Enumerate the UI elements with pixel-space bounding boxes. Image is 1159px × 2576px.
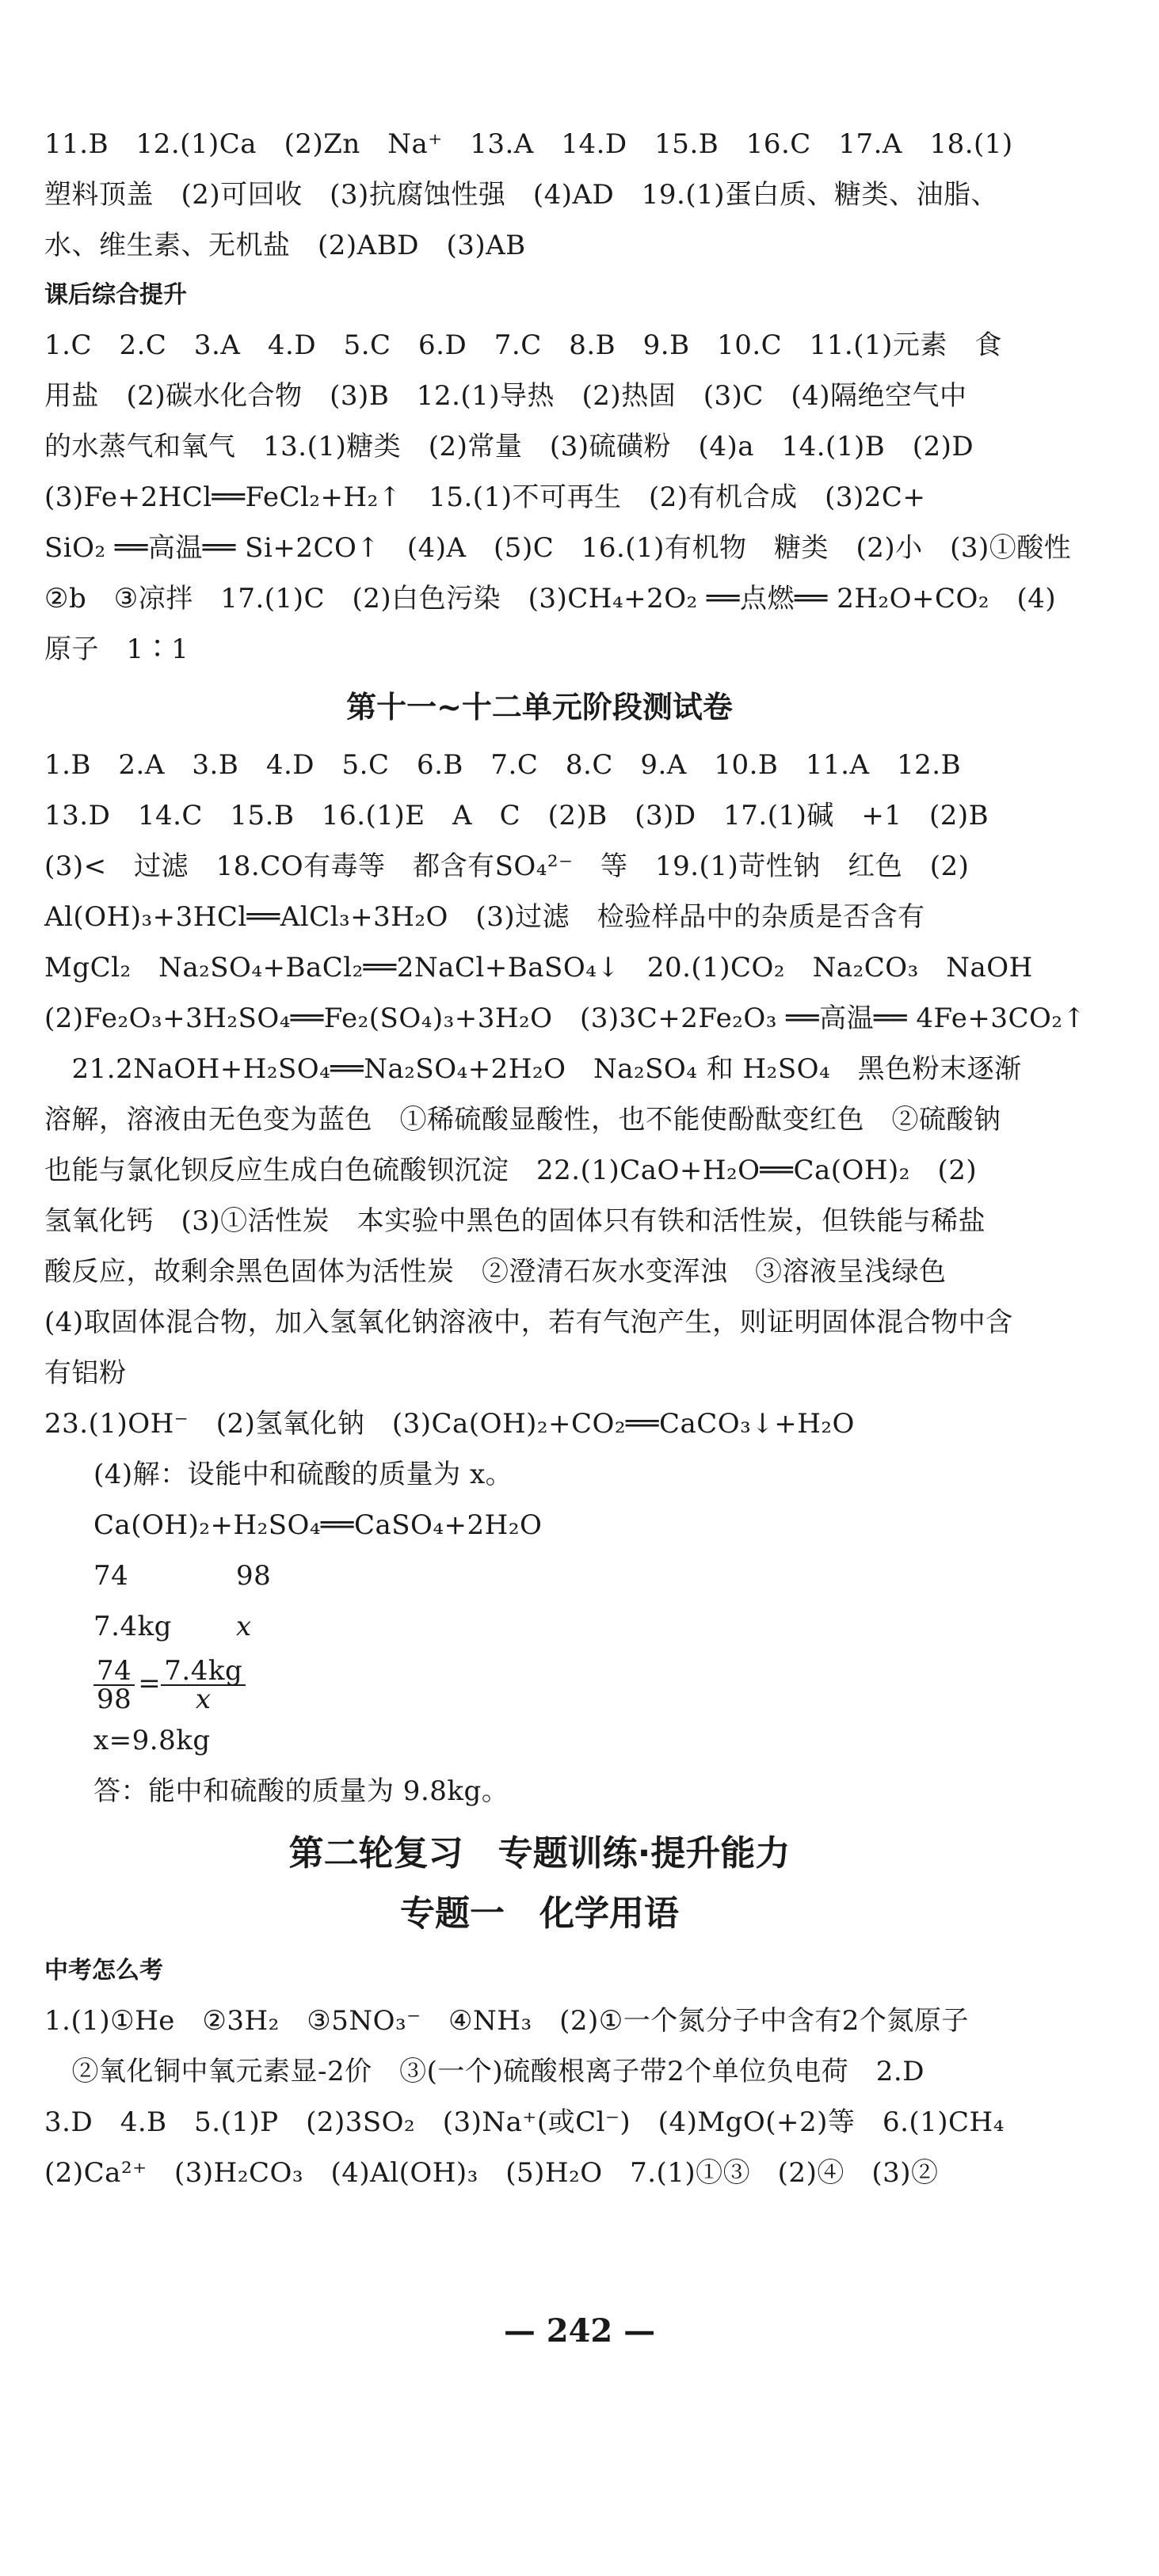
text-line: (2)Fe₂O₃+3H₂SO₄══Fe₂(SO₄)₃+3H₂O (3)3C+2Fe₂O₃ ══高温══ 4Fe+3CO₂↑	[44, 1003, 1086, 1034]
text-line: 酸反应，故剩余黑色固体为活性炭 ②澄清石灰水变浑浊 ③溶液呈浅绿色	[44, 1256, 947, 1288]
given-mass: 7.4kg	[93, 1611, 172, 1642]
text-line: 有铝粉	[44, 1357, 127, 1389]
solution-intro: (4)解：设能中和硫酸的质量为 x。	[93, 1459, 513, 1490]
molar-mass-b: 98	[236, 1560, 272, 1592]
text-line: 11.B 12.(1)Ca (2)Zn Na⁺ 13.A 14.D 15.B 16.C 17.A 18.(1)	[44, 128, 1013, 160]
text-line: 21.2NaOH+H₂SO₄══Na₂SO₄+2H₂O Na₂SO₄ 和 H₂SO₄ 黑色粉末逐渐	[44, 1053, 1022, 1085]
solution-block	[44, 1449, 1035, 1817]
text-line: (2)Ca²⁺ (3)H₂CO₃ (4)Al(OH)₃ (5)H₂O 7.(1)①③ (2)④ (3)②	[44, 2157, 939, 2189]
text-line: 13.D 14.C 15.B 16.(1)E A C (2)B (3)D 17.(1)碱 +1 (2)B	[44, 800, 989, 831]
unknown-mass: x	[236, 1611, 252, 1642]
text-line: (3)< 过滤 18.CO有毒等 都含有SO₄²⁻ 等 19.(1)苛性钠 红色 (2)	[44, 850, 970, 882]
section-heading-after-class: 课后综合提升	[44, 281, 187, 309]
text-line: 1.(1)①He ②3H₂ ③5NO₃⁻ ④NH₃ (2)①一个氮分子中含有2个氮原子	[44, 2005, 969, 2037]
fraction-left	[93, 1657, 135, 1713]
section-heading-exam: 中考怎么考	[44, 1957, 163, 1984]
text-line: 1.C 2.C 3.A 4.D 5.C 6.D 7.C 8.B 9.B 10.C 11.(1)元素 食	[44, 329, 1002, 361]
molar-mass-a: 74	[93, 1560, 129, 1592]
text-line: 也能与氯化钡反应生成白色硫酸钡沉淀 22.(1)CaO+H₂O══Ca(OH)₂ (2)	[44, 1155, 978, 1186]
text-line: SiO₂ ══高温══ Si+2CO↑ (4)A (5)C 16.(1)有机物 糖类 (2)小 (3)①酸性	[44, 532, 1072, 564]
page-number: — 242 —	[503, 2312, 656, 2350]
fraction-left-denominator: 98	[97, 1684, 132, 1715]
text-line: 水、维生素、无机盐 (2)ABD (3)AB	[44, 230, 526, 261]
text-line: 1.B 2.A 3.B 4.D 5.C 6.B 7.C 8.C 9.A 10.B 11.A 12.B	[44, 749, 962, 781]
text-line: 用盐 (2)碳水化合物 (3)B 12.(1)导热 (2)热固 (3)C (4)隔绝空气中	[44, 380, 967, 412]
text-line: (4)取固体混合物，加入氢氧化钠溶液中，若有气泡产生，则证明固体混合物中含	[44, 1307, 1013, 1338]
molar-mass-row	[93, 1551, 1035, 1601]
chapter-title: 第二轮复习 专题训练·提升能力	[288, 1833, 791, 1874]
block-c	[44, 740, 1086, 1449]
text-line: (3)Fe+2HCl══FeCl₂+H₂↑ 15.(1)不可再生 (2)有机合成 (3)2C+	[44, 481, 926, 513]
text-line: MgCl₂ Na₂SO₄+BaCl₂══2NaCl+BaSO₄↓ 20.(1)CO₂ Na₂CO₃ NaOH	[44, 952, 1033, 984]
topic-title: 专题一 化学用语	[400, 1893, 679, 1934]
text-line: ②b ③凉拌 17.(1)C (2)白色污染 (3)CH₄+2O₂ ══点燃══ 2H₂O+CO₂ (4)	[44, 583, 1057, 615]
solution-result: x=9.8kg	[93, 1725, 211, 1756]
unit-test-title: 第十一~十二单元阶段测试卷	[346, 689, 733, 725]
text-line: Al(OH)₃+3HCl══AlCl₃+3H₂O (3)过滤 检验样品中的杂质是否含有	[44, 901, 925, 933]
quantity-row	[93, 1601, 1035, 1652]
text-line: 的水蒸气和氧气 13.(1)糖类 (2)常量 (3)硫磺粉 (4)a 14.(1)B (2)D	[44, 431, 974, 462]
fraction-right-denominator: x	[195, 1684, 212, 1715]
text-line: 23.(1)OH⁻ (2)氢氧化钠 (3)Ca(OH)₂+CO₂══CaCO₃↓+H₂O	[44, 1408, 855, 1440]
text-line: 原子 1∶1	[44, 634, 189, 665]
text-line: 溶解，溶液由无色变为蓝色 ①稀硫酸显酸性，也不能使酚酞变红色 ②硫酸钠	[44, 1104, 1001, 1136]
text-line: ②氧化铜中氧元素显-2价 ③(一个)硫酸根离子带2个单位负电荷 2.D	[44, 2056, 925, 2087]
fraction-left-numerator: 74	[93, 1657, 135, 1686]
block-b	[44, 320, 1072, 675]
fraction-right-numerator: 7.4kg	[161, 1657, 246, 1686]
text-line: 3.D 4.B 5.(1)P (2)3SO₂ (3)Na⁺(或Cl⁻) (4)MgO(+2)等 6.(1)CH₄	[44, 2106, 1005, 2138]
proportion-row	[93, 1652, 1035, 1715]
block-d	[44, 1996, 1035, 2198]
fraction-right	[161, 1657, 246, 1713]
text-line: 塑料顶盖 (2)可回收 (3)抗腐蚀性强 (4)AD 19.(1)蛋白质、糖类、油脂、	[44, 179, 999, 211]
answer-page	[44, 119, 1086, 2198]
text-line: 氢氧化钙 (3)①活性炭 本实验中黑色的固体只有铁和活性炭，但铁能与稀盐	[44, 1205, 986, 1237]
solution-answer: 答：能中和硫酸的质量为 9.8kg。	[93, 1775, 509, 1807]
block-a	[44, 119, 1035, 271]
solution-equation: Ca(OH)₂+H₂SO₄══CaSO₄+2H₂O	[93, 1509, 543, 1541]
equals-sign: =	[138, 1668, 162, 1699]
